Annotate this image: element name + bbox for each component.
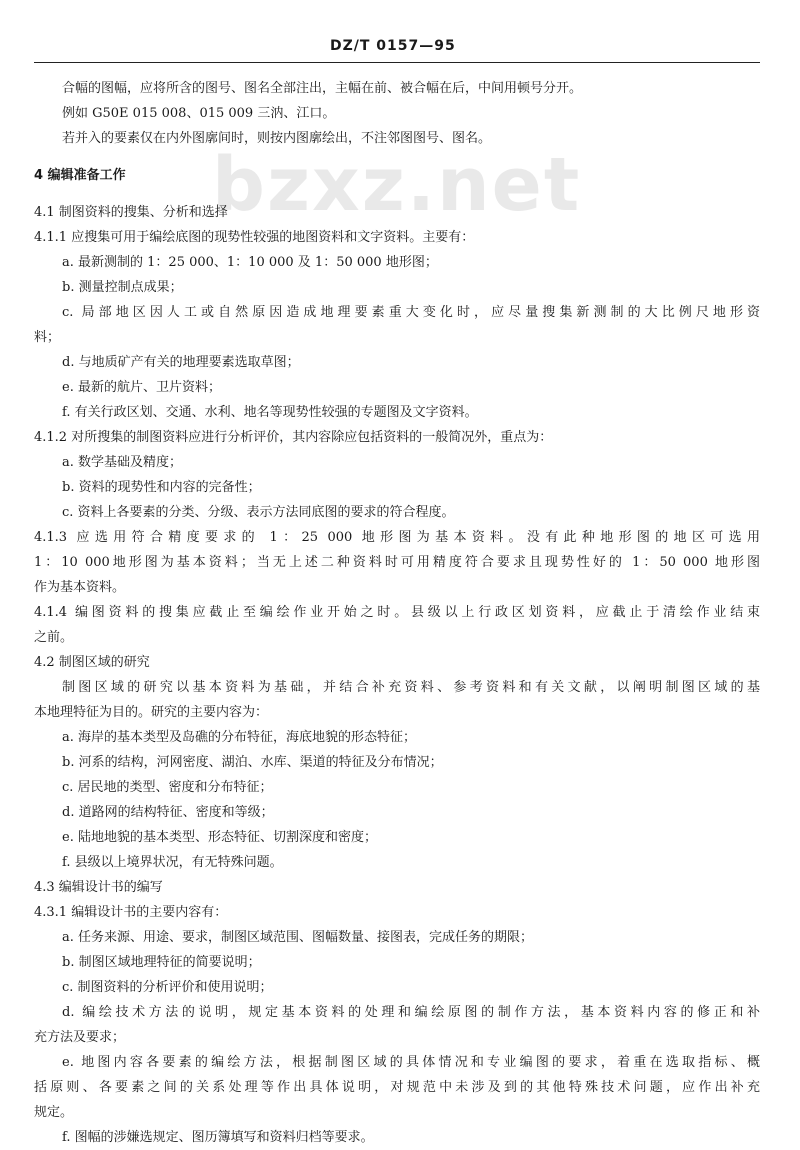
text-line: e. 地图内容各要素的编绘方法，根据制图区域的具体情况和专业编图的要求，着重在选取指标、概 [62, 1055, 760, 1070]
text-line: f. 有关行政区划、交通、水利、地名等现势性较强的专题图及文字资料。 [62, 405, 478, 420]
text-line: 例如 G50E 015 008、015 009 三汭、江口。 [62, 106, 336, 121]
text-line: 本地理特征为目的。研究的主要内容为： [34, 705, 269, 720]
text-line: 4.1.4 编图资料的搜集应截止至编绘作业开始之时。县级以上行政区划资料，应截止于清绘作业结束 [34, 605, 760, 620]
text-line: b. 测量控制点成果； [62, 280, 183, 295]
text-line: 合幅的图幅，应将所含的图号、图名全部注出，主幅在前、被合幅在后，中间用顿号分开。 [62, 81, 583, 96]
text-line: a. 任务来源、用途、要求，制图区域范围、图幅数量、接图表，完成任务的期限； [62, 930, 534, 945]
text-line: 4.1.1 应搜集可用于编绘底图的现势性较强的地图资料和文字资料。主要有： [34, 230, 475, 245]
text-line: 4.1.2 对所搜集的制图资料应进行分析评价，其内容除应包括资料的一般简况外，重点为： [34, 430, 553, 445]
document-body [34, 76, 760, 1150]
page-header-code: DZ/T 0157—95 [330, 38, 456, 54]
text-line: a. 海岸的基本类型及岛礁的分布特征，海底地貌的形态特征； [62, 730, 417, 745]
text-line: c. 资料上各要素的分类、分级、表示方法同底图的要求的符合程度。 [62, 505, 455, 520]
text-line: f. 图幅的涉嫌选规定、图历簿填写和资料归档等要求。 [62, 1130, 374, 1145]
text-line: d. 道路网的结构特征、密度和等级； [62, 805, 274, 820]
text-line: 之前。 [34, 630, 74, 645]
text-line: 规定。 [34, 1105, 74, 1120]
text-line: 4.3.1 编辑设计书的主要内容有： [34, 905, 228, 920]
text-line: 充方法及要求； [34, 1030, 126, 1045]
text-line: b. 制图区域地理特征的简要说明； [62, 955, 261, 970]
text-line: 作为基本资料。 [34, 580, 126, 595]
watermark: bzxz.net [212, 142, 582, 228]
spacer [34, 151, 760, 163]
text-line: 4.3 编辑设计书的编写 [34, 880, 163, 895]
text-line: 4.1.3 应选用符合精度要求的 1：25 000 地形图为基本资料。没有此种地形图的地区可选用 [34, 530, 760, 545]
text-line: 1：10 000地形图为基本资料；当无上述二种资料时可用精度符合要求且现势性好的 1：50 000 地形图 [34, 555, 760, 570]
text-line: a. 最新测制的 1：25 000、1：10 000 及 1：50 000 地形图； [62, 255, 438, 270]
text-line: d. 编绘技术方法的说明，规定基本资料的处理和编绘原图的制作方法，基本资料内容的修正和补 [62, 1005, 760, 1020]
text-line: c. 局部地区因人工或自然原因造成地理要素重大变化时，应尽量搜集新测制的大比例尺地形资 [62, 305, 760, 320]
text-line: d. 与地质矿产有关的地理要素选取草图； [62, 355, 300, 370]
text-line: 4.2 制图区域的研究 [34, 655, 150, 670]
text-line: b. 资料的现势性和内容的完备性； [62, 480, 261, 495]
text-line: f. 县级以上境界状况，有无特殊问题。 [62, 855, 283, 870]
text-line: a. 数学基础及精度； [62, 455, 183, 470]
section-heading: 4 编辑准备工作 [34, 168, 126, 183]
text-line: e. 陆地地貌的基本类型、形态特征、切割深度和密度； [62, 830, 377, 845]
header-rule [34, 62, 760, 63]
text-line: 4.1 制图资料的搜集、分析和选择 [34, 205, 228, 220]
text-line: 料； [34, 330, 61, 345]
text-line: 括原则、各要素之间的关系处理等作出具体说明，对规范中未涉及到的其他特殊技术问题，应作出补充 [34, 1080, 760, 1095]
text-line: 若并入的要素仅在内外图廓间时，则按内图廓绘出，不注邻图图号、图名。 [62, 131, 492, 146]
text-line: b. 河系的结构，河网密度、湖泊、水库、渠道的特征及分布情况； [62, 755, 443, 770]
text-line: e. 最新的航片、卫片资料； [62, 380, 221, 395]
spacer [34, 188, 760, 200]
text-line: c. 制图资料的分析评价和使用说明； [62, 980, 273, 995]
text-line: 制图区域的研究以基本资料为基础，并结合补充资料、参考资料和有关文献，以阐明制图区域的基 [62, 680, 760, 695]
text-line: c. 居民地的类型、密度和分布特征； [62, 780, 273, 795]
